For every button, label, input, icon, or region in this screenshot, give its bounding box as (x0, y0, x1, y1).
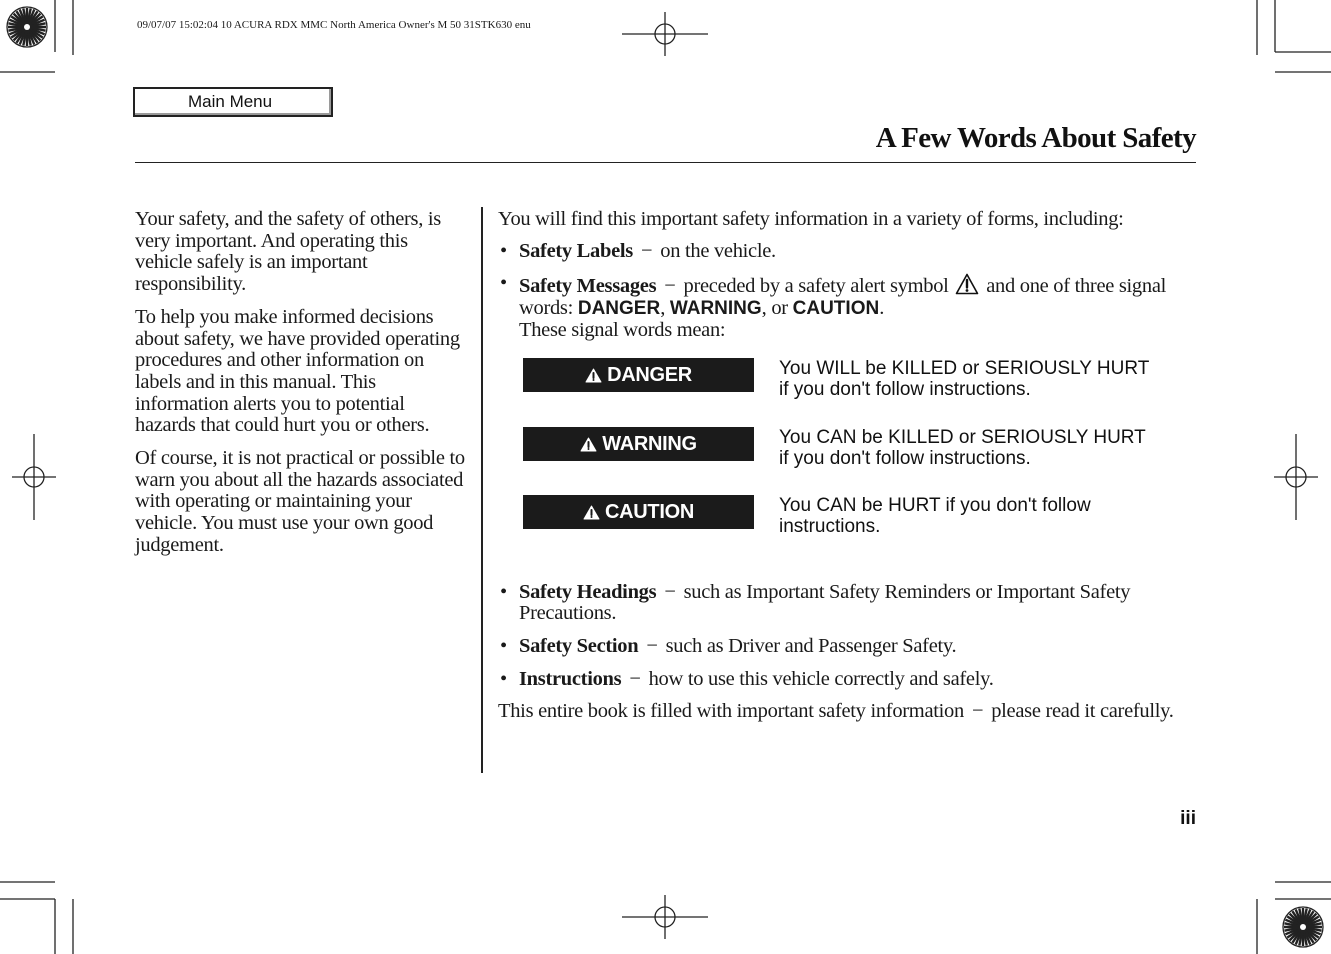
safety-alert-symbol-icon (580, 437, 597, 452)
bullet-icon: • (500, 239, 507, 262)
closing-text-after: please read it carefully. (991, 700, 1174, 723)
printer-starburst-icon (7, 7, 47, 47)
danger-label-text: DANGER (607, 363, 692, 386)
print-job-header: 09/07/07 15:02:04 10 ACURA RDX MMC North America Owner's M 50 31STK630 enu (137, 19, 531, 31)
dash: − (646, 634, 658, 657)
text-instructions: how to use this vehicle correctly and safely. (648, 667, 994, 690)
signal-word-danger: DANGER (577, 298, 661, 320)
closing-text-before: This entire book is filled with important safety information (498, 700, 964, 723)
bullet-icon: • (500, 580, 507, 603)
period: . (879, 297, 885, 320)
term-safety-labels: Safety Labels (519, 239, 633, 262)
warning-description: You CAN be KILLED or SERIOUSLY HURT if you don't follow instructions. (779, 426, 1146, 470)
paragraph-intro: Your safety, and the safety of others, is very important. And operating this vehicle safely is an important responsibility. (135, 208, 441, 296)
safety-alert-symbol-icon (585, 368, 602, 383)
signal-word-warning: WARNING (669, 298, 762, 320)
danger-label (523, 358, 754, 392)
text-safety-headings: such as Important Safety Reminders or Important Safety Precautions. (519, 580, 1131, 625)
signal-word-caution: CAUTION (792, 298, 880, 320)
signal-words-intro: These signal words mean: (519, 318, 726, 341)
page-title: A Few Words About Safety (875, 122, 1196, 154)
registration-mark-icon (622, 12, 708, 56)
right-column (498, 209, 1198, 723)
term-instructions: Instructions (519, 667, 622, 690)
left-column (135, 209, 465, 568)
text-safety-section: such as Driver and Passenger Safety. (665, 634, 957, 657)
list-item-safety-section (498, 636, 1174, 658)
bullet-icon: • (500, 667, 507, 690)
dash: − (971, 700, 984, 723)
separator: , or (761, 297, 788, 320)
warning-label-text: WARNING (602, 432, 697, 455)
text-after-symbol: and one of three signal words: (519, 275, 1167, 320)
text-safety-labels: on the vehicle. (660, 239, 776, 262)
safety-alert-symbol-icon (955, 273, 979, 295)
bullet-icon: • (500, 634, 507, 657)
column-divider (481, 207, 483, 773)
registration-mark-icon (622, 895, 708, 939)
text-before-symbol: preceded by a safety alert symbol (683, 275, 949, 298)
forms-intro: You will find this important safety information in a variety of forms, including: (498, 208, 1124, 230)
danger-description: You WILL be KILLED or SERIOUSLY HURT if you don't follow instructions. (779, 357, 1149, 401)
dash: − (664, 580, 676, 603)
dash: − (664, 275, 676, 298)
signal-word-table (498, 358, 1198, 582)
bullet-icon: • (500, 272, 507, 295)
caution-label (523, 495, 754, 529)
closing-paragraph (498, 701, 1178, 723)
registration-mark-icon (1274, 434, 1318, 520)
paragraph-judgement: Of course, it is not practical or possible to warn you about all the hazards associated with operating or maintaining your vehicle. You must use your own good judgement. (135, 447, 465, 556)
list-item-safety-messages (498, 273, 1174, 319)
dash: − (629, 667, 641, 690)
printer-starburst-icon (1283, 907, 1323, 947)
list-item-safety-labels (498, 241, 1174, 263)
list-item-instructions (498, 669, 1174, 691)
registration-mark-icon (12, 434, 56, 520)
separator: , (660, 297, 666, 320)
term-safety-headings: Safety Headings (519, 580, 657, 603)
title-rule (135, 162, 1196, 163)
term-safety-messages: Safety Messages (519, 275, 657, 298)
dash: − (640, 239, 653, 262)
paragraph-procedures: To help you make informed decisions about safety, we have provided operating procedures and other information on labels and in this manual. This information alerts you to potential hazards that could hurt you or others. (135, 305, 460, 437)
caution-description: You CAN be HURT if you don't follow instructions. (779, 494, 1091, 538)
caution-label-text: CAUTION (604, 500, 694, 523)
main-menu-button[interactable]: Main Menu (133, 87, 333, 117)
safety-alert-symbol-icon (583, 505, 600, 520)
list-item-safety-headings (498, 582, 1174, 625)
warning-label (523, 427, 754, 461)
term-safety-section: Safety Section (519, 634, 639, 657)
page-number: iii (1180, 808, 1196, 829)
